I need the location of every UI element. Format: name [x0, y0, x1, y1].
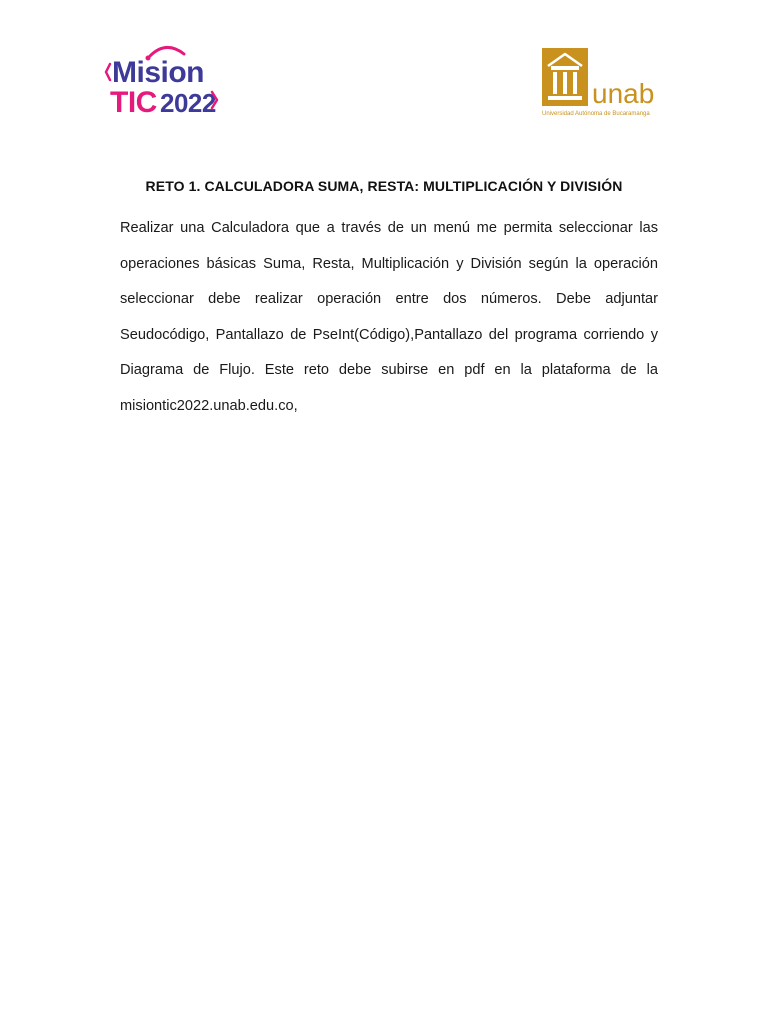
svg-text:TIC: TIC: [110, 86, 157, 118]
svg-text:Universidad Autónoma de Bucara: Universidad Autónoma de Bucaramanga: [542, 111, 650, 117]
mision-tic-2022-logo: [104, 42, 220, 118]
unab-logo: [540, 46, 662, 118]
svg-text:2022: 2022: [160, 88, 216, 118]
document-title: RETO 1. CALCULADORA SUMA, RESTA: MULTIPLICACIÓN Y DIVISIÓN: [145, 178, 623, 194]
svg-text:Mision: Mision: [112, 56, 204, 89]
svg-text:unab: unab: [592, 78, 655, 109]
document-body: Realizar una Calculadora que a través de un menú me permita seleccionar las operaciones básicas Suma, Resta, Multiplicación y División según la operación seleccionar debe realizar operación entre dos números. Debe adjuntar Seudocódigo, Pantallazo de PseInt(Código),Pantallazo del programa corriendo y Diagrama de Flujo. Este reto debe subirse en pdf en la plataforma de la misiontic2022.unab.edu.co,: [120, 220, 658, 414]
